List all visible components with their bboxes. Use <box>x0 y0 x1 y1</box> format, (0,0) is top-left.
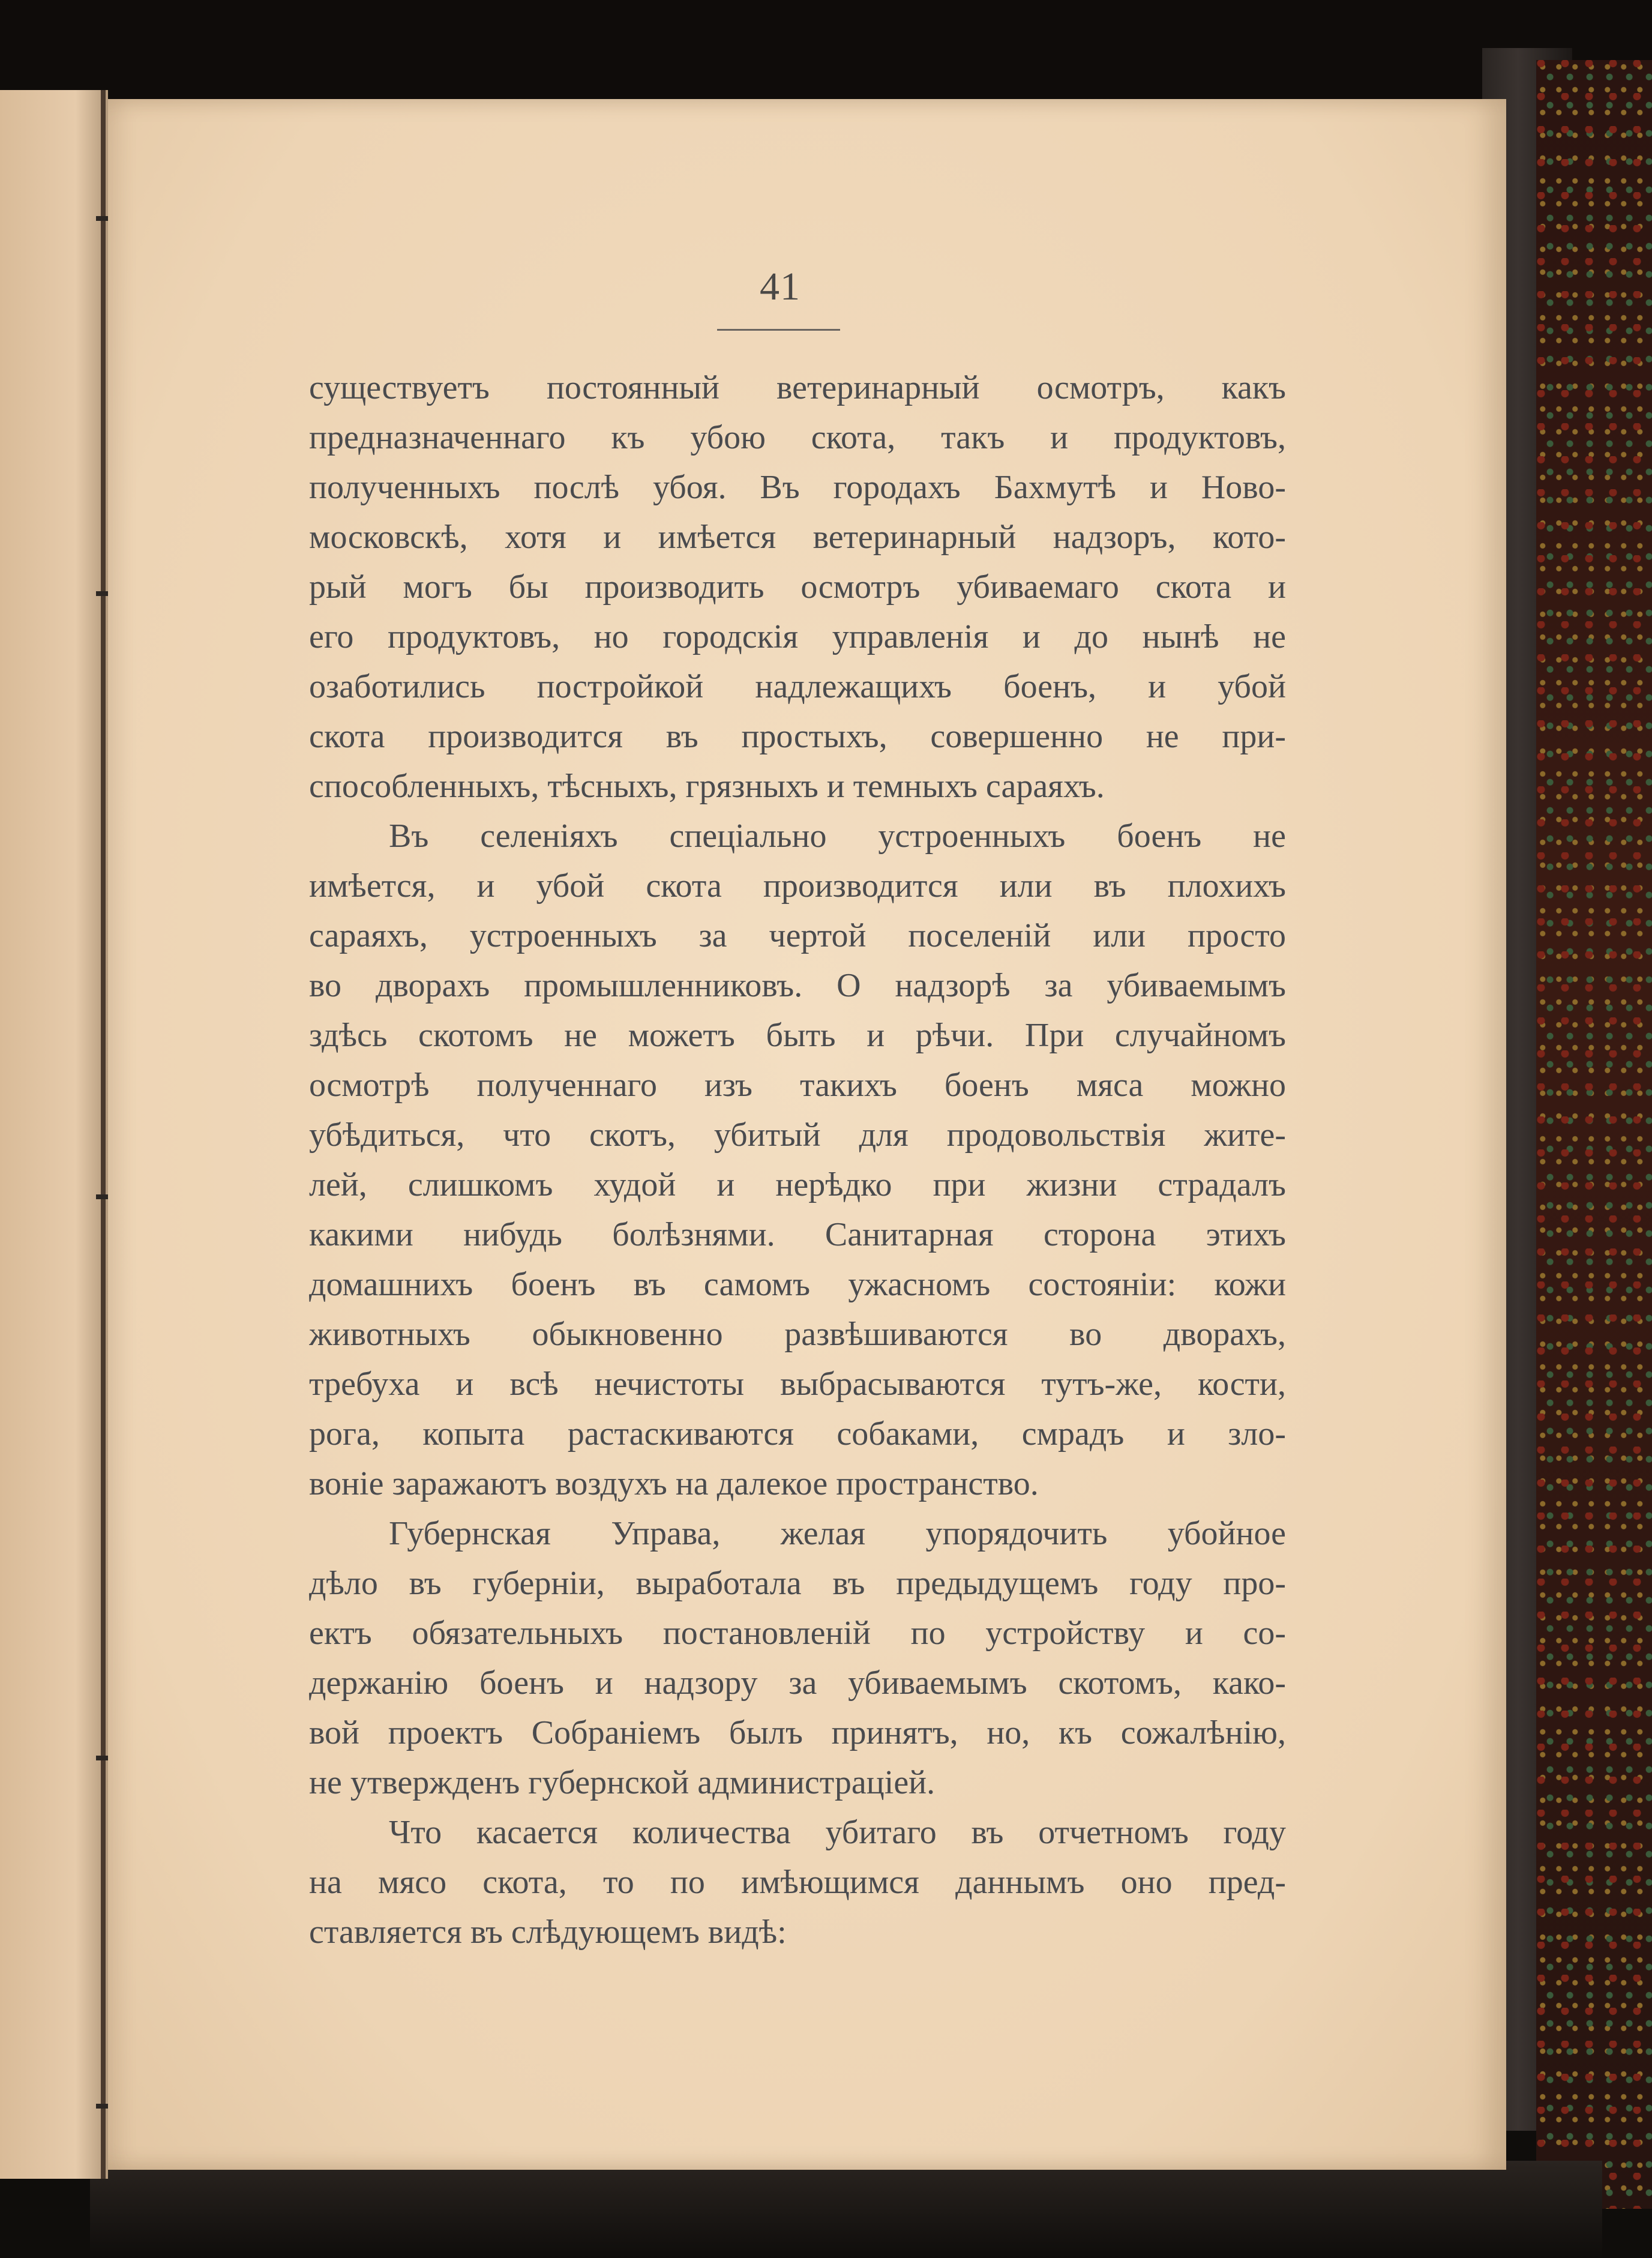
text-line: Что касается количества убитаго въ отчетномъ году <box>389 1814 1286 1851</box>
marbled-endpaper <box>1536 60 1652 2209</box>
page-number-rule <box>717 329 840 331</box>
text-line: требуха и всѣ нечистоты выбрасываются тутъ-же, кости, <box>309 1365 1286 1403</box>
text-line: держанію боенъ и надзору за убиваемымъ скотомъ, како- <box>309 1664 1286 1702</box>
text-line: существуетъ постоянный ветеринарный осмотръ, какъ <box>309 369 1286 406</box>
text-line: рый могъ бы производить осмотръ убиваемаго скота и <box>309 568 1286 606</box>
text-line: ектъ обязательныхъ постановленій по устройству и со- <box>309 1615 1286 1652</box>
text-line: способленныхъ, тѣсныхъ, грязныхъ и темныхъ сараяхъ. <box>309 768 1105 805</box>
text-line: московскѣ, хотя и имѣется ветеринарный надзоръ, кото- <box>309 519 1286 556</box>
text-line: озаботились постройкой надлежащихъ боенъ, и убой <box>309 668 1286 705</box>
text-line: рога, копыта растаскиваются собаками, смрадъ и зло- <box>309 1415 1286 1453</box>
text-line: предназначеннаго къ убою скота, такъ и продуктовъ, <box>309 419 1286 456</box>
text-line: не утвержденъ губернской администраціей. <box>309 1764 936 1801</box>
text-line: убѣдиться, что скотъ, убитый для продовольствія жите- <box>309 1116 1286 1154</box>
text-line: дѣло въ губерніи, выработала въ предыдущемъ году про- <box>309 1565 1286 1602</box>
text-line: осмотрѣ полученнаго изъ такихъ боенъ мяса можно <box>309 1067 1286 1104</box>
text-line: домашнихъ боенъ въ самомъ ужасномъ состояніи: кожи <box>309 1266 1286 1303</box>
text-line: здѣсь скотомъ не можетъ быть и рѣчи. При случайномъ <box>309 1017 1286 1054</box>
text-line: полученныхъ послѣ убоя. Въ городахъ Бахмутѣ и Ново- <box>309 469 1286 506</box>
text-line: Въ селеніяхъ спеціально устроенныхъ боенъ не <box>389 817 1286 855</box>
text-line: во дворахъ промышленниковъ. О надзорѣ за убиваемымъ <box>309 967 1286 1004</box>
scan-background-top <box>0 0 1652 102</box>
text-line: сараяхъ, устроенныхъ за чертой поселеній или просто <box>309 917 1286 954</box>
facing-page-edge <box>0 90 108 2179</box>
text-line: Губернская Управа, желая упорядочить убойное <box>389 1515 1286 1552</box>
book-spine-gutter <box>101 90 106 2179</box>
text-line: животныхъ обыкновенно развѣшиваются во дворахъ, <box>309 1316 1286 1353</box>
page-number: 41 <box>760 265 800 309</box>
text-line: воніе заражаютъ воздухъ на далекое пространство. <box>309 1465 1039 1502</box>
text-line: лей, слишкомъ худой и нерѣдко при жизни страдалъ <box>309 1166 1286 1203</box>
body-text <box>309 363 1286 1957</box>
text-line: ставляется въ слѣдующемъ видѣ: <box>309 1913 787 1951</box>
book-bottom-edge <box>90 2161 1602 2258</box>
text-line: имѣется, и убой скота производится или въ плохихъ <box>309 867 1286 905</box>
text-line: на мясо скота, то по имѣющимся даннымъ оно пред- <box>309 1864 1286 1901</box>
text-line: его продуктовъ, но городскія управленія и до нынѣ не <box>309 618 1286 655</box>
text-line: какими нибудь болѣзнями. Санитарная сторона этихъ <box>309 1216 1286 1253</box>
text-line: скота производится въ простыхъ, совершенно не при- <box>309 718 1286 755</box>
text-line: вой проектъ Собраніемъ былъ принятъ, но, къ сожалѣнію, <box>309 1714 1286 1751</box>
